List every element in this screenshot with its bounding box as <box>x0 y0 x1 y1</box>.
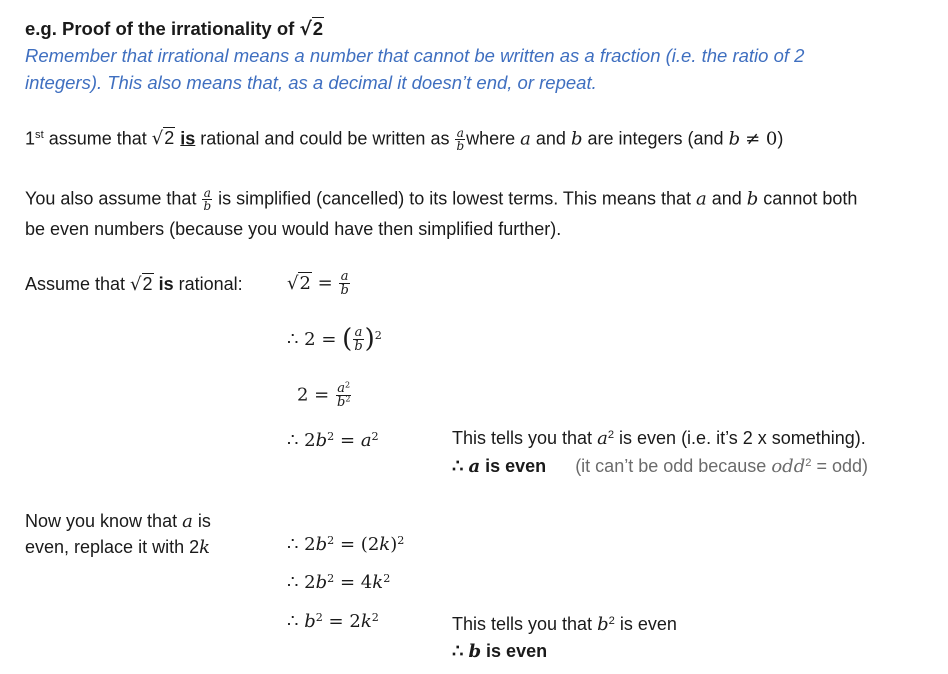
now-know-line-2: even, replace it with 2k <box>25 537 211 558</box>
step-1: √2 = $\frac{a}{b}$ <box>287 269 349 298</box>
comment-a-even-line-2: ∴ a is even (it can’t be odd because odd$^2$ = odd) <box>452 456 868 477</box>
now-know-line-1: Now you know that a is <box>25 511 211 532</box>
simplified-line-1: You also assume that $\frac{a}{b}$ is simplified (cancelled) to its lowest terms. This means that a and b cannot both <box>25 186 858 213</box>
note-line-2: integers). This also means that, as a decimal it doesn’t end, or repeat. <box>25 72 597 93</box>
step-7: ∴ $b^2 = 2k^2$ <box>287 610 379 632</box>
sqrt-2-symbol: √2 <box>299 18 324 40</box>
comment-b-even-line-1: This tells you that $b^2$ is even <box>452 614 677 635</box>
step-2: ∴ 2 = ( $\frac{a}{b}$ )$^2$ <box>287 324 382 355</box>
title-text: e.g. Proof of the irrationality of <box>25 18 300 39</box>
assume-label: Assume that √2 is rational: <box>25 274 243 295</box>
page-title <box>25 18 324 40</box>
first-assumption: 1st assume that √2 is rational and could be written as $\frac{a}{b}$ where a and b are integers (and b ≠ 0) <box>25 126 784 153</box>
comment-b-even-line-2: ∴ b is even <box>452 641 548 662</box>
step-5: ∴ $2b^2 = (2k)^2$ <box>287 533 405 555</box>
comment-a-even-line-1: This tells you that $a^2$ is even (i.e. it’s 2 x something). <box>452 428 866 449</box>
note-line-1: Remember that irrational means a number that cannot be written as a fraction (i.e. the ratio of 2 <box>25 45 805 66</box>
step-4: ∴ $2b^2 = a^2$ <box>287 429 379 451</box>
step-3: 2 = $\frac{a^2}{b^2}$ <box>297 380 351 410</box>
simplified-line-2: be even numbers (because you would have then simplified further). <box>25 219 562 239</box>
step-6: ∴ $2b^2 = 4k^2$ <box>287 571 391 593</box>
